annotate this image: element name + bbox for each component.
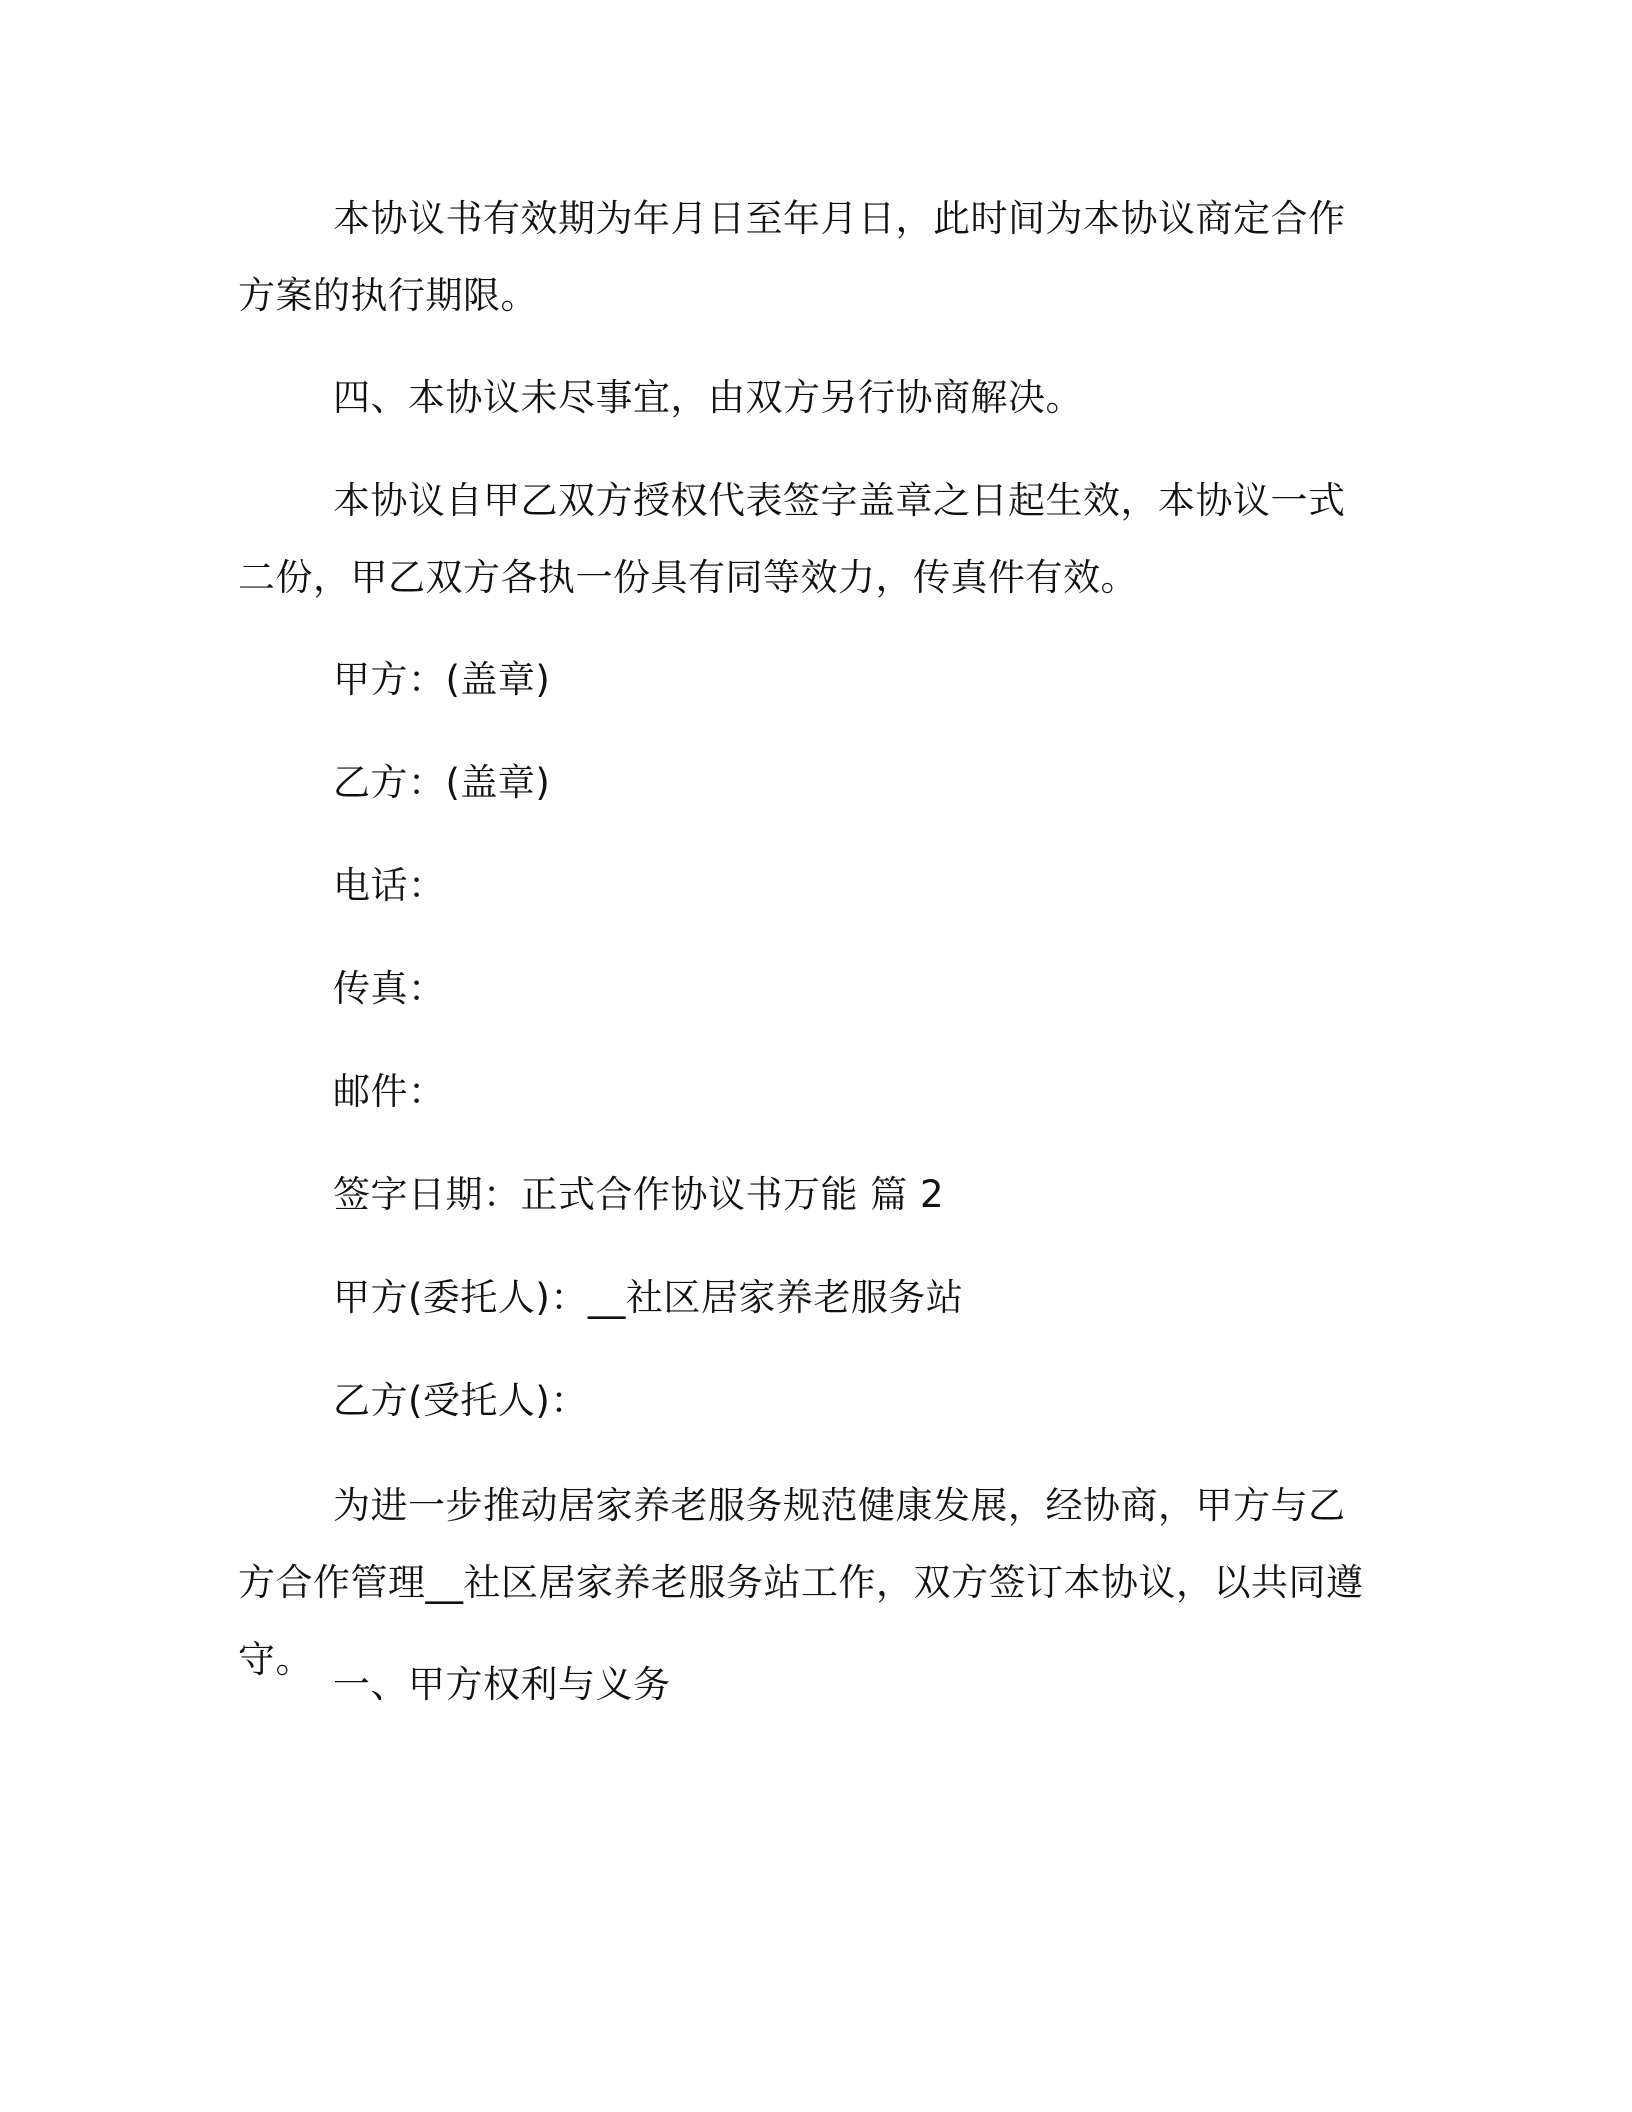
party-b-seal-line: 乙方：(盖章) xyxy=(333,761,551,804)
phone-line: 电话： xyxy=(333,864,446,907)
paragraph-effectiveness: 本协议自甲乙双方授权代表签字盖章之日起生效，本协议一式二份，甲乙双方各执一份具有同等效力，传真件有效。 xyxy=(238,479,1346,599)
party-b-agent-line: 乙方(受托人)： xyxy=(333,1379,588,1422)
signature-date-line: 签字日期：正式合作协议书万能 篇 2 xyxy=(333,1173,945,1216)
party-a-seal-line: 甲方：(盖章) xyxy=(333,658,551,701)
clause-four: 四、本协议未尽事宜，由双方另行协商解决。 xyxy=(333,376,1083,419)
paragraph-purpose: 为进一步推动居家养老服务规范健康发展，经协商，甲方与乙方合作管理__社区居家养老服务站工作，双方签订本协议，以共同遵守。 xyxy=(238,1484,1364,1681)
party-a-principal-line: 甲方(委托人)：__社区居家养老服务站 xyxy=(333,1276,964,1319)
email-line: 邮件： xyxy=(333,1070,446,1113)
paragraph-validity-period: 本协议书有效期为年月日至年月日，此时间为本协议商定合作方案的执行期限。 xyxy=(238,197,1346,317)
fax-line: 传真： xyxy=(333,967,446,1010)
section-heading-party-a-rights: 一、甲方权利与义务 xyxy=(333,1663,671,1706)
